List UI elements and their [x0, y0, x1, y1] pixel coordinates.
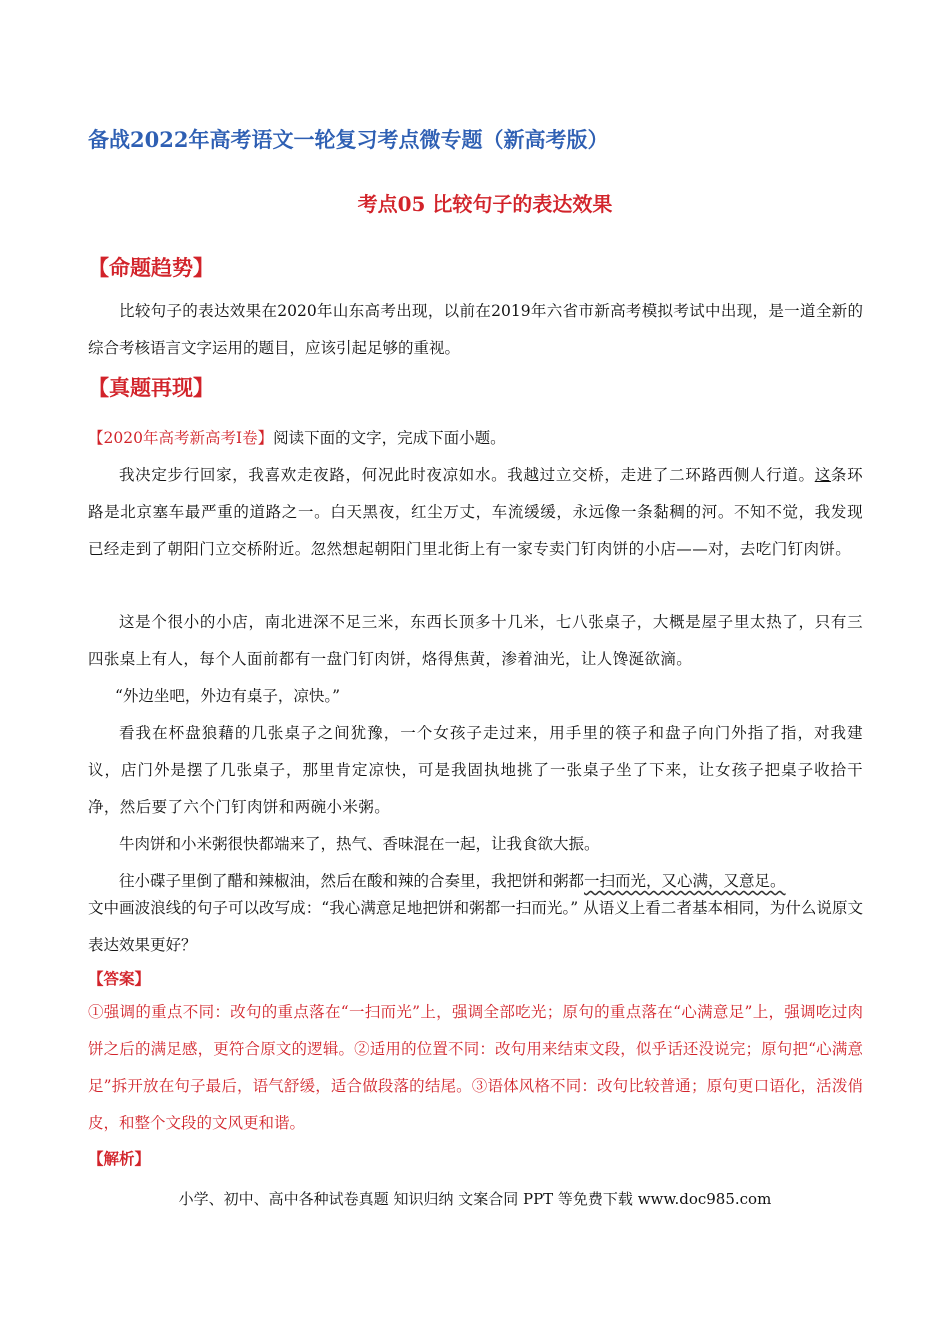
answer-heading: 【答案】: [88, 969, 151, 988]
passage-p1-start: 我决定步行回家，我喜欢走夜路，何况此时夜凉如水。我越过立交桥，走进了二环路西侧人行道。: [119, 466, 815, 484]
source-tag: 【2020年高考新高考Ⅰ卷】: [88, 429, 274, 447]
source-line: [88, 420, 863, 457]
passage-paragraph-4: 看我在杯盘狼藉的几张桌子之间犹豫，一个女孩子走过来，用手里的筷子和盘子向门外指了指，对我建议，店门外是摆了几张桌子，那里肯定凉快，可是我固执地挑了一张桌子坐了下来，让女孩子把桌子收拾干净，然后要了六个门钉肉饼和两碗小米粥。: [88, 724, 863, 816]
passage-paragraph-2: 这是个很小的小店，南北进深不足三米，东西长顶多十几米，七八张桌子，大概是屋子里太热了，只有三四张桌上有人，每个人面前都有一盘门钉肉饼，烙得焦黄，渗着油光，让人馋涎欲滴。: [88, 613, 863, 668]
trend-heading: 【命题趋势】: [88, 255, 214, 280]
passage-p6-start: 往小碟子里倒了醋和辣椒油，然后在酸和辣的合奏里，我把饼和粥都: [119, 872, 585, 890]
analysis-heading: 【解析】: [88, 1149, 151, 1168]
passage-paragraph-1: [88, 457, 863, 568]
page-footer: 小学、初中、高中各种试卷真题 知识归纳 文案合同 PPT 等免费下载 www.doc985.com: [178, 1190, 772, 1208]
trend-paragraph: 比较句子的表达效果在2020年山东高考出现，以前在2019年六省市新高考模拟考试中出现，是一道全新的综合考核语言文字运用的题目，应该引起足够的重视。: [88, 302, 863, 357]
wavy-underlined-sentence: 一扫而光，又心满，又意足。: [584, 872, 786, 890]
topic-subtitle: [0, 188, 950, 217]
topic-subtitle-text: 考点05 比较句子的表达效果: [357, 192, 613, 216]
source-instruction: 阅读下面的文字，完成下面小题。: [273, 429, 506, 447]
passage-p1-underlined: 这: [814, 466, 831, 484]
passage-p1-rest: 条环路是北京塞车最严重的道路之一。白天黑夜，红尘万丈，车流缓缓，永远像一条黏稠的河。不知不觉，我发现已经走到了朝阳门立交桥附近。忽然想起朝阳门里北街上有一家专卖门钉肉饼的小店——对，去吃门钉肉饼。: [88, 466, 864, 558]
passage-paragraph-3: “外边坐吧，外边有桌子，凉快。”: [115, 687, 341, 705]
question-text: 文中画波浪线的句子可以改写成：“我心满意足地把饼和粥都一扫而光。” 从语义上看二者基本相同，为什么说原文表达效果更好？: [88, 899, 863, 954]
document-title: 备战2022年高考语文一轮复习考点微专题（新高考版）: [88, 127, 609, 152]
passage-paragraph-5: 牛肉饼和小米粥很快都端来了，热气、香味混在一起，让我食欲大振。: [119, 835, 600, 853]
real-exam-heading: 【真题再现】: [88, 375, 214, 400]
answer-text: ①强调的重点不同：改句的重点落在“一扫而光”上，强调全部吃光；原句的重点落在“心满意足”上，强调吃过肉饼之后的满足感，更符合原文的逻辑。②适用的位置不同：改句用来结束文段，似乎话还没说完；原句把“心满意足”拆开放在句子最后，语气舒缓，适合做段落的结尾。③语体风格不同：改句比较普通；原句更口语化，活泼俏皮，和整个文段的文风更和谐。: [88, 1003, 863, 1132]
